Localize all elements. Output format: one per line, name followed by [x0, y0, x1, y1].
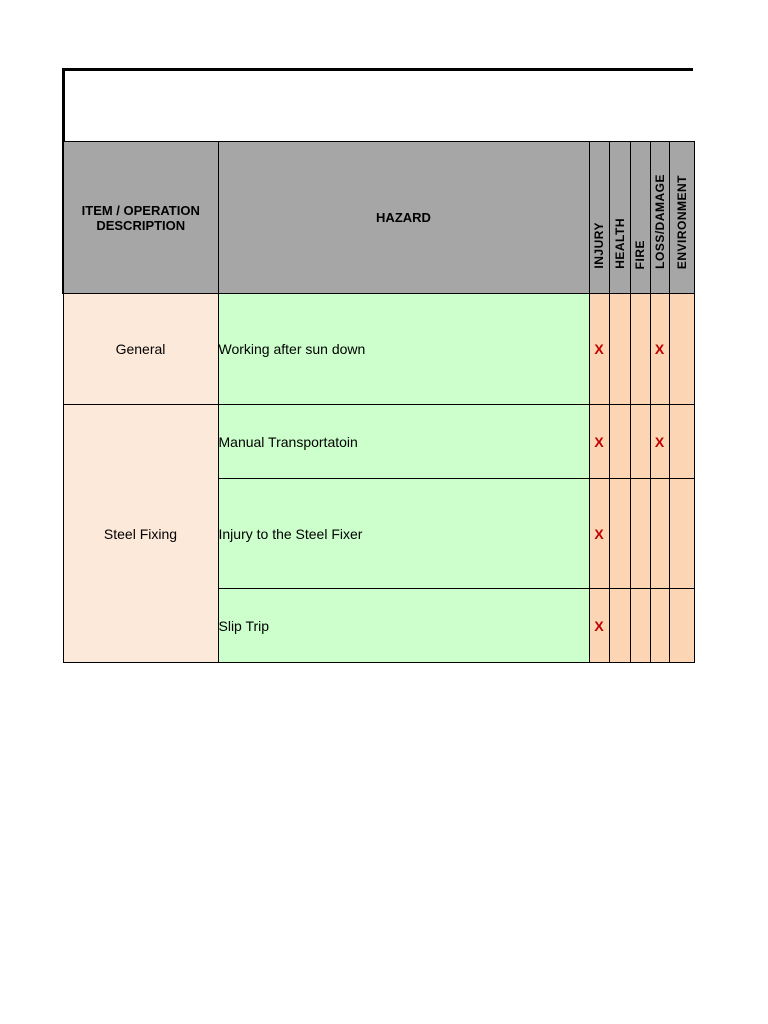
fire-flag [630, 294, 650, 405]
hazard-cell: Working after sun down [218, 294, 589, 405]
fire-flag [630, 479, 650, 589]
health-flag [609, 405, 630, 479]
hazard-header: HAZARD [218, 142, 589, 294]
fire-flag [630, 589, 650, 663]
hazard-cell: Injury to the Steel Fixer [218, 479, 589, 589]
environment-header [669, 142, 694, 294]
loss-damage-flag [650, 589, 669, 663]
header-row [63, 142, 694, 294]
loss-damage-flag: X [650, 294, 669, 405]
title-box [62, 68, 693, 142]
hazard-table [62, 141, 695, 663]
item-header: ITEM / OPERATION DESCRIPTION [63, 142, 218, 294]
injury-flag: X [589, 405, 609, 479]
environment-flag [669, 405, 694, 479]
health-flag [609, 589, 630, 663]
environment-flag [669, 479, 694, 589]
hazard-cell: Slip Trip [218, 589, 589, 663]
health-header-label: HEALTH [612, 218, 627, 269]
injury-header [589, 142, 609, 294]
hazard-cell: Manual Transportatoin [218, 405, 589, 479]
health-header [609, 142, 630, 294]
injury-flag: X [589, 479, 609, 589]
loss-damage-header [650, 142, 669, 294]
injury-flag: X [589, 294, 609, 405]
health-flag [609, 479, 630, 589]
environment-flag [669, 589, 694, 663]
injury-header-label: INJURY [592, 222, 606, 269]
loss-damage-flag: X [650, 405, 669, 479]
environment-flag [669, 294, 694, 405]
table-row [63, 405, 694, 479]
environment-header-label: ENVIRONMENT [674, 174, 689, 269]
injury-flag: X [589, 589, 609, 663]
item-cell: General [63, 294, 218, 405]
item-cell: Steel Fixing [63, 405, 218, 663]
loss-damage-header-label: LOSS/DAMAGE [652, 174, 667, 269]
table-row [63, 294, 694, 405]
fire-flag [630, 405, 650, 479]
loss-damage-flag [650, 479, 669, 589]
fire-header-label: FIRE [633, 239, 647, 269]
fire-header [630, 142, 650, 294]
health-flag [609, 294, 630, 405]
